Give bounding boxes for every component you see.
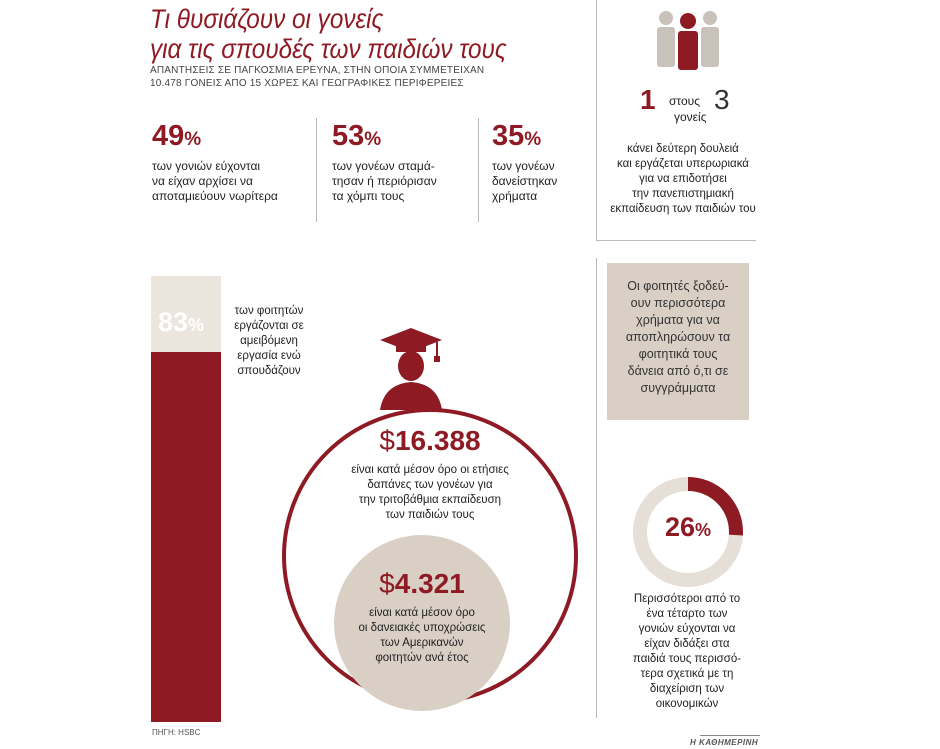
stat-53 [332, 120, 477, 204]
spending-amount: $16.388 [379, 425, 481, 456]
ratio-numerator: 1 [640, 84, 656, 115]
source-note: ΠΗΓΗ: HSBC [152, 728, 201, 737]
subtitle [150, 64, 484, 90]
students-bar-value: 83% [158, 307, 205, 337]
stat-description: των γονέων δανείστηκαν χρήματα [492, 159, 558, 203]
divider-stat-1 [316, 118, 317, 222]
subtitle-line-1: ΑΠΑΝΤΗΣΕΙΣ ΣΕ ΠΑΓΚΟΣΜΙΑ ΕΡΕΥΝΑ, ΣΤΗΝ ΟΠΟΙΑ ΣΥΜΜΕΤΕΙΧΑΝ [150, 65, 485, 76]
donut-value: 26% [664, 512, 712, 542]
subtitle-line-2: 10.478 ΓΟΝΕΙΣ ΑΠΟ 15 ΧΩΡΕΣ ΚΑΙ ΓΕΩΓΡΑΦΙΚΕΣ ΠΕΡΙΦΕΡΕΙΕΣ [150, 78, 464, 89]
stat-description: των γονιών εύχονται να είχαν αρχίσει να αποταμιεύουν νωρίτερα [152, 159, 278, 203]
spending-block [330, 425, 530, 523]
stat-49 [152, 120, 312, 204]
students-bar-description: των φοιτητών εργάζονται σε αμειβόμενη εργασία ενώ σπουδάζουν [234, 305, 304, 377]
title-line-1: Τι θυσιάζουν οι γονείς [150, 4, 384, 34]
ratio-word: στους [669, 94, 700, 108]
stat-description: των γονέων σταμά- τησαν ή περιόρισαν τα χόμπι τους [332, 159, 437, 203]
loans-block [332, 568, 512, 666]
divider-vertical-bottom [596, 258, 597, 718]
divider-horizontal-right [596, 240, 756, 241]
title-line-2: για τις σπουδές των παιδιών τους [150, 34, 507, 64]
divider-stat-2 [478, 118, 479, 222]
donut-description: Περισσότεροι από το ένα τέταρτο των γονιών εύχονται να είχαν διδάξει στα παιδιά τους περισσό- τερα σχετικά με τη διαχείριση των οικονομικών [632, 593, 742, 710]
ratio-noun: γονείς [674, 110, 707, 124]
loans-amount: $4.321 [379, 568, 465, 599]
stat-value: 35% [492, 120, 542, 152]
footer-rule [700, 735, 760, 736]
people-icon [650, 8, 726, 70]
loans-description: είναι κατά μέσον όρο οι δανειακές υποχρώσεις των Αμερικανών φοιτητών ανά έτος [358, 607, 486, 664]
stat-value: 53% [332, 120, 382, 152]
loan-vs-books-text: Οι φοιτητές ξοδεύ- ουν περισσότερα χρήματα για να αποπληρώσουν τα φοιτητικά τους δάνεια από ό,τι σε συγγράμματα [625, 279, 731, 395]
stat-value: 49% [152, 120, 202, 152]
divider-vertical-top [596, 0, 597, 240]
ratio-block [636, 84, 756, 124]
ratio-description: κάνει δεύτερη δουλειά και εργάζεται υπερωριακά για να επιδοτήσει την πανεπιστημιακή εκπαίδευση των παιδιών του [610, 143, 756, 215]
ratio-denominator: 3 [714, 84, 730, 115]
spending-description: είναι κατά μέσον όρο οι ετήσιες δαπάνες των γονέων για την τριτοβάθμια εκπαίδευση των παιδιών τους [351, 464, 509, 521]
students-bar-fill [151, 352, 221, 722]
brand-logo: Η ΚΑΘΗΜΕΡΙΝΗ [690, 738, 759, 747]
page-title [150, 4, 507, 64]
stat-35 [492, 120, 592, 204]
